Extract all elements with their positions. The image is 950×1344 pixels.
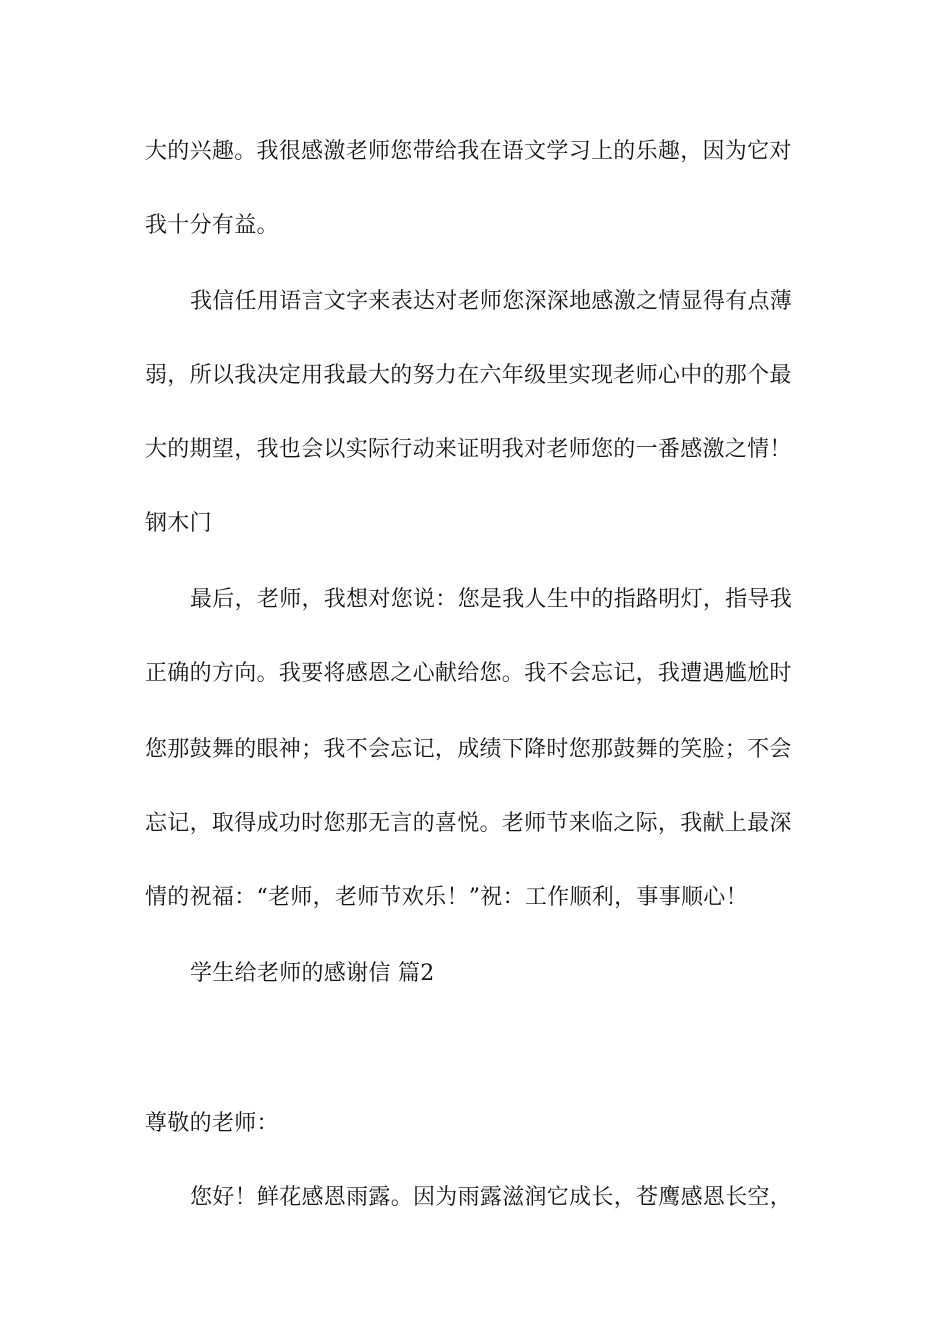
body-text-line: 弱，所以我决定用我最大的努力在六年级里实现老师心中的那个最 [145, 363, 792, 388]
body-text-line: 大的兴趣。我很感激老师您带给我在语文学习上的乐趣，因为它对 [145, 139, 792, 164]
body-text-line: 大的期望，我也会以实际行动来证明我对老师您的一番感激之情！ [145, 437, 792, 462]
body-text-line: 正确的方向。我要将感恩之心献给您。我不会忘记，我遭遇尴尬时 [145, 661, 792, 686]
section-heading: 学生给老师的感谢信 篇2 [190, 961, 435, 986]
paragraph-start-line: 您好！鲜花感恩雨露。因为雨露滋润它成长，苍鹰感恩长空， [190, 1185, 793, 1210]
salutation: 尊敬的老师： [145, 1111, 279, 1136]
body-text-line: 忘记，取得成功时您那无言的喜悦。老师节来临之际，我献上最深 [145, 811, 792, 836]
body-text-line: 我十分有益。 [145, 213, 279, 238]
body-text-line: 您那鼓舞的眼神；我不会忘记，成绩下降时您那鼓舞的笑脸；不会 [145, 737, 792, 762]
stray-text-line: 钢木门 [145, 511, 212, 536]
paragraph-start-line: 最后，老师，我想对您说：您是我人生中的指路明灯，指导我 [190, 587, 793, 612]
paragraph-start-line: 我信任用语言文字来表达对老师您深深地感激之情显得有点薄 [190, 289, 793, 314]
body-text-line: 情的祝福：“老师，老师节欢乐！”祝：工作顺利，事事顺心！ [145, 885, 748, 910]
